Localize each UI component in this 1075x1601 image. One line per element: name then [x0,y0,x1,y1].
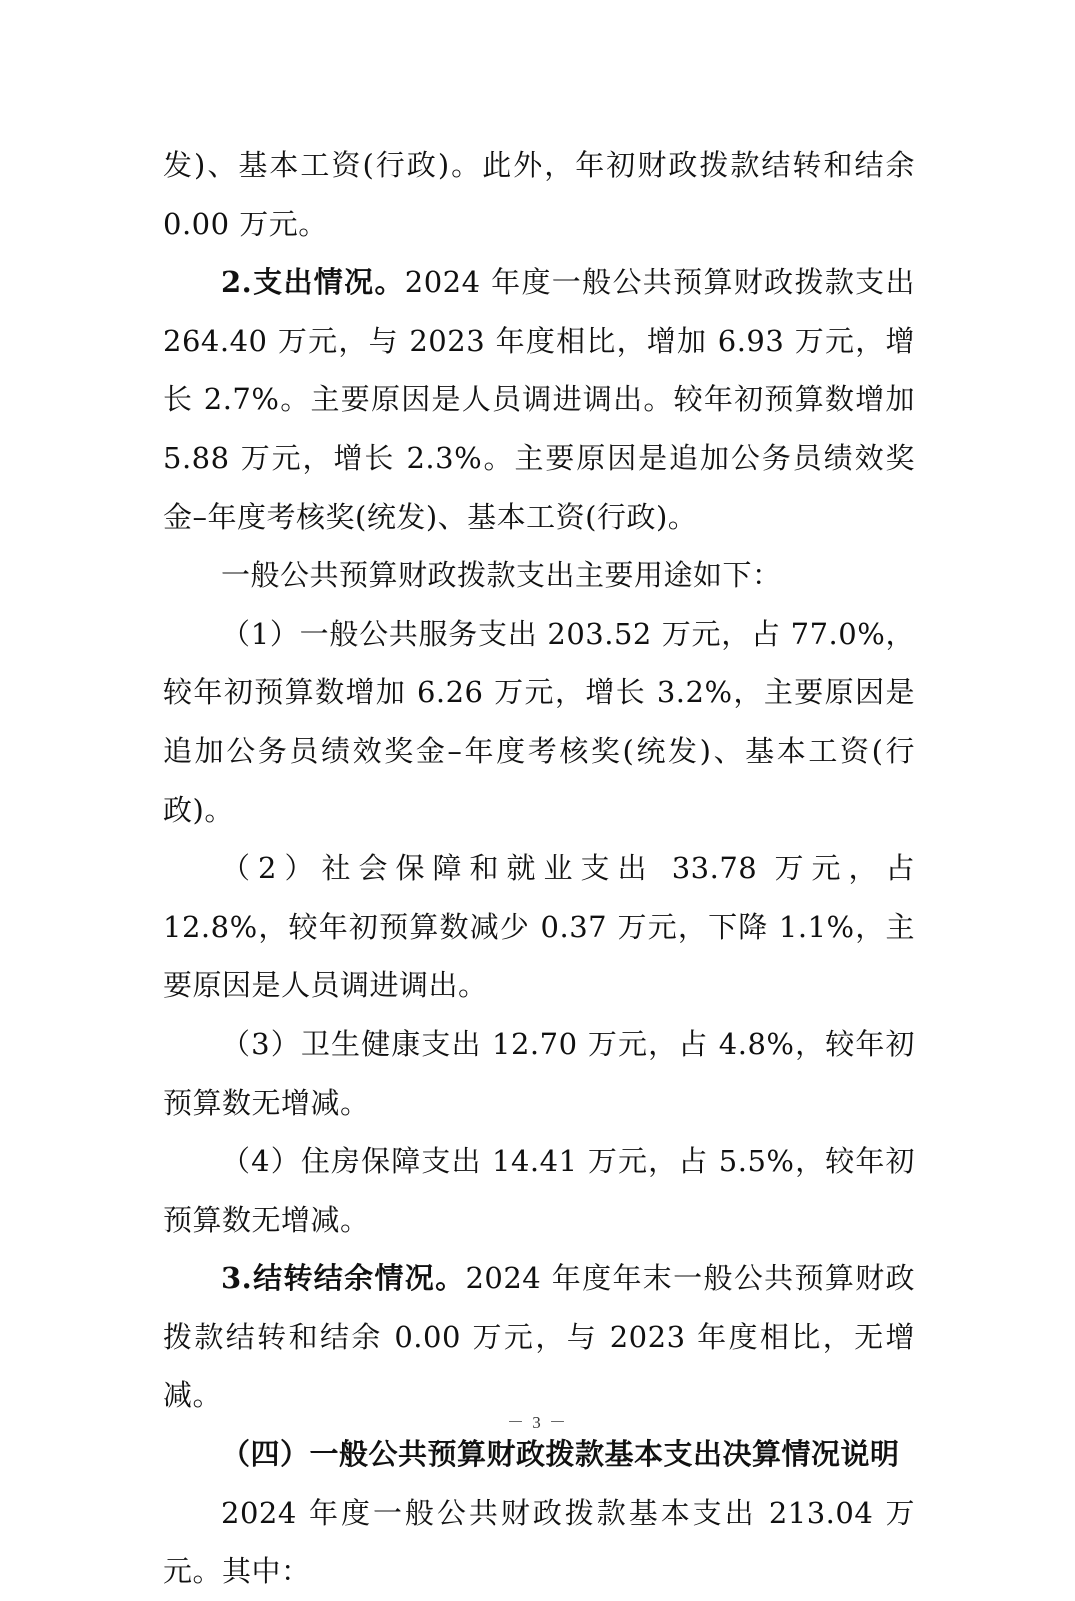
expense-heading: 2.支出情况。 [221,265,405,300]
balance-heading: 3.结转结余情况。 [221,1261,466,1296]
paragraph-uses-intro: 一般公共预算财政拨款支出主要用途如下： [221,558,782,593]
document-body [163,136,915,1601]
paragraph-item-3: （3）卫生健康支出 12.70 万元，占 4.8%，较年初预算数无增减。 [163,1026,915,1120]
page-number: － 3 － [507,1413,568,1432]
paragraph-item-2: （2）社会保障和就业支出 33.78 万元，占 12.8%，较年初预算数减少 0.37 万元，下降 1.1%，主要原因是人员调进调出。 [163,851,915,1003]
section-4-title: （四）一般公共预算财政拨款基本支出决算情况说明 [221,1437,900,1472]
expense-body: 2024 年度一般公共预算财政拨款支出 264.40 万元，与 2023 年度相比，增加 6.93 万元，增长 2.7%。主要原因是人员调进调出。较年初预算数增加 5.88 万元，增长 2.3%。主要原因是追加公务员绩效奖金–年度考核奖(统发)、基本工资(行政)。 [163,265,915,534]
paragraph-item-1: （1）一般公共服务支出 203.52 万元，占 77.0%，较年初预算数增加 6.26 万元，增长 3.2%，主要原因是追加公务员绩效奖金–年度考核奖(统发)、基本工资(行政)。 [163,616,915,827]
paragraph-basic-expense: 2024 年度一般公共财政拨款基本支出 213.04 万元。其中： [163,1495,915,1589]
balance-body: 2024 年度年末一般公共预算财政拨款结转和结余 0.00 万元，与 2023 年度相比，无增减。 [163,1261,915,1413]
paragraph-item-4: （4）住房保障支出 14.41 万元，占 5.5%，较年初预算数无增减。 [163,1144,915,1237]
paragraph-intro: 发)、基本工资(行政)。此外，年初财政拨款结转和结余 0.00 万元。 [163,148,915,241]
paragraph-balance [163,1249,915,1425]
paragraph-expense [163,253,915,546]
